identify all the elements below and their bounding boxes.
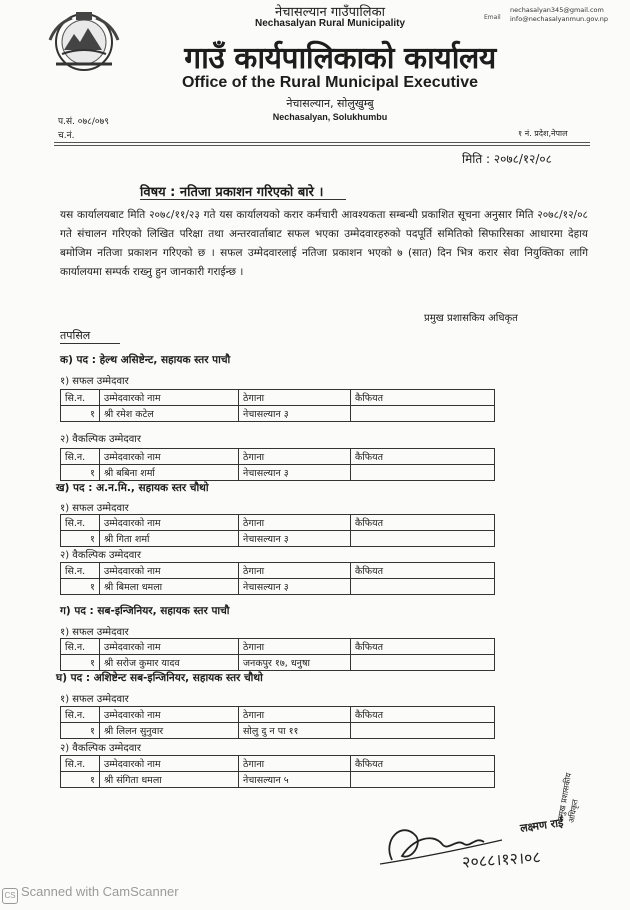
- body-paragraph: यस कार्यालयबाट मिति २०७८/११/२३ गते यस कार्यालयको करार कर्मचारी आवश्यकता सम्बन्धी प्रकाशित सूचना अनुसार मिति २०७८/१२/०८ गते संचालन गरिएको लिखित परिक्षा तथा अन्तरवार्ताबाट सफल भएका उम्मेदवारहरुको पदपूर्ति समितिको सिफारिसका आधारमा देहाय बमोजिम नतिजा प्रकाशन गरिएको छ । सफल उम्मेदवारलाई नतिजा प्रकाशन भएको ७ (सात) दिन भित्र करार सेवा नियुक्तिका लागि कार्यालयमा सम्पर्क राख्नु हुन जानकारी गराईन्छ ।: [60, 209, 588, 278]
- municipality-name-np: नेचासल्यान गाउँपालिका: [275, 5, 385, 20]
- candidate-table: [60, 389, 495, 422]
- cell-remarks: [351, 772, 495, 788]
- candidate-table: [60, 448, 495, 481]
- signatory-title: प्रमुख प्रशासकिय अधिकृत: [424, 313, 518, 324]
- group-label: २) वैकल्पिक उम्मेदवार: [60, 434, 141, 445]
- cell-address: नेचासल्यान ३: [239, 579, 351, 595]
- table-header-row: [61, 515, 495, 531]
- candidate-table: [60, 638, 495, 671]
- letter-date: मिति : २०७८/१२/०८: [462, 152, 552, 166]
- header-sn: सि.न.: [61, 756, 100, 772]
- address-en: Nechasalyan, Solukhumbu: [272, 112, 388, 122]
- table-header-row: [61, 390, 495, 406]
- header-sn: सि.न.: [61, 515, 100, 531]
- group-label: १) सफल उम्मेदवार: [60, 376, 129, 387]
- cell-remarks: [351, 579, 495, 595]
- cell-sn: १: [61, 406, 100, 422]
- cell-sn: १: [61, 465, 100, 481]
- handwritten-signature: [372, 800, 622, 892]
- header-address: ठेगाना: [239, 390, 351, 406]
- header-remarks: कैफियत: [351, 449, 495, 465]
- candidate-table: [60, 514, 495, 547]
- section-title: क) पद : हेल्थ असिष्टेन्ट, सहायक स्तर पाचौ: [60, 354, 231, 366]
- cell-sn: १: [61, 531, 100, 547]
- cell-name: श्री संगिता धमला: [100, 772, 239, 788]
- header-remarks: कैफियत: [351, 390, 495, 406]
- header-name: उम्मेदवारको नाम: [100, 515, 239, 531]
- group-label: १) सफल उम्मेदवार: [60, 503, 129, 514]
- table-row: [61, 772, 495, 788]
- cell-address: नेचासल्यान ३: [239, 406, 351, 422]
- table-header-row: [61, 639, 495, 655]
- header-sn: सि.न.: [61, 449, 100, 465]
- header-address: ठेगाना: [239, 707, 351, 723]
- table-row: [61, 406, 495, 422]
- table-header-row: [61, 563, 495, 579]
- cell-name: श्री बबिना शर्मा: [100, 465, 239, 481]
- cell-name: श्री लिलन सुनुवार: [100, 723, 239, 739]
- dispatch-number: च.नं.: [58, 131, 75, 141]
- header-name: उम्मेदवारको नाम: [100, 707, 239, 723]
- header-name: उम्मेदवारको नाम: [100, 563, 239, 579]
- header-sn: सि.न.: [61, 390, 100, 406]
- header-address: ठेगाना: [239, 515, 351, 531]
- header-name: उम्मेदवारको नाम: [100, 756, 239, 772]
- cell-address: जनकपुर १७, धनुषा: [239, 655, 351, 671]
- camscanner-watermark: [2, 884, 179, 904]
- section-title: ग) पद : सब-इन्जिनियर, सहायक स्तर पाचौ: [60, 605, 230, 617]
- cell-remarks: [351, 723, 495, 739]
- municipality-name-en: Nechasalyan Rural Municipality: [254, 18, 406, 29]
- table-row: [61, 465, 495, 481]
- header-address: ठेगाना: [239, 756, 351, 772]
- header-divider: [54, 142, 590, 143]
- subject-line: विषय : नतिजा प्रकाशन गरिएको बारे ।: [140, 185, 324, 200]
- office-title-en: Office of the Rural Municipal Executive: [181, 74, 479, 91]
- reference-number: प.सं. ०७८/०७९: [58, 117, 109, 127]
- section-title: घ) पद : अशिष्टेन्ट सब-इन्जिनियर, सहायक स्तर चौथो: [56, 672, 263, 684]
- header-remarks: कैफियत: [351, 515, 495, 531]
- group-label: २) वैकल्पिक उम्मेदवार: [60, 550, 141, 561]
- header-name: उम्मेदवारको नाम: [100, 449, 239, 465]
- signature-name: लक्ष्मण राई: [519, 816, 565, 835]
- cell-remarks: [351, 465, 495, 481]
- scanned-with-text: Scanned with CamScanner: [21, 884, 179, 899]
- cell-name: श्री गिता शर्मा: [100, 531, 239, 547]
- header-name: उम्मेदवारको नाम: [100, 390, 239, 406]
- cell-name: श्री रमेश कटेल: [100, 406, 239, 422]
- camscanner-icon: CS: [2, 888, 18, 904]
- candidate-table: [60, 755, 495, 788]
- cell-remarks: [351, 655, 495, 671]
- group-label: २) वैकल्पिक उम्मेदवार: [60, 743, 141, 754]
- municipal-emblem-logo: [42, 10, 126, 74]
- header-sn: सि.न.: [61, 639, 100, 655]
- table-row: [61, 531, 495, 547]
- cell-remarks: [351, 531, 495, 547]
- header-sn: सि.न.: [61, 707, 100, 723]
- table-header-row: [61, 756, 495, 772]
- cell-address: सोलु दु न पा ११: [239, 723, 351, 739]
- cell-sn: १: [61, 579, 100, 595]
- group-label: १) सफल उम्मेदवार: [60, 694, 129, 705]
- subject-underline: [140, 199, 346, 200]
- cell-name: श्री बिमला धमला: [100, 579, 239, 595]
- address-np: नेचासल्यान, सोलुखुम्बु: [286, 97, 374, 110]
- table-row: [61, 723, 495, 739]
- header-address: ठेगाना: [239, 449, 351, 465]
- table-header-row: [61, 449, 495, 465]
- signature-title: प्रमुख प्रशासकीय अधिकृत: [555, 772, 580, 824]
- details-underline: [60, 343, 120, 344]
- table-row: [61, 655, 495, 671]
- province-label: १ नं. प्रदेश,नेपाल: [518, 129, 568, 138]
- group-label: १) सफल उम्मेदवार: [60, 627, 129, 638]
- email-secondary: info@nechasalyanmun.gov.np: [510, 15, 609, 23]
- cell-address: नेचासल्यान ३: [239, 465, 351, 481]
- details-heading: तपसिल: [60, 329, 91, 342]
- cell-address: नेचासल्यान ५: [239, 772, 351, 788]
- header-divider-second: [54, 145, 590, 146]
- table-header-row: [61, 707, 495, 723]
- cell-address: नेचासल्यान ३: [239, 531, 351, 547]
- header-address: ठेगाना: [239, 563, 351, 579]
- header-name: उम्मेदवारको नाम: [100, 639, 239, 655]
- cell-sn: १: [61, 772, 100, 788]
- signature-date: २०८८।१२।०८: [461, 847, 542, 872]
- email-addresses: [510, 6, 608, 24]
- candidate-table: [60, 562, 495, 595]
- header-sn: सि.न.: [61, 563, 100, 579]
- cell-name: श्री सरोज कुमार यादव: [100, 655, 239, 671]
- header-remarks: कैफियत: [351, 639, 495, 655]
- email-primary: nechasalyan345@gmail.com: [510, 6, 604, 14]
- header-remarks: कैफियत: [351, 756, 495, 772]
- header-address: ठेगाना: [239, 639, 351, 655]
- header-remarks: कैफियत: [351, 563, 495, 579]
- email-label: Email: [484, 14, 501, 21]
- cell-sn: १: [61, 723, 100, 739]
- cell-remarks: [351, 406, 495, 422]
- office-title-np: गाउँ कार्यपालिकाको कार्यालय: [184, 41, 496, 76]
- header-remarks: कैफियत: [351, 707, 495, 723]
- candidate-table: [60, 706, 495, 739]
- section-title: ख) पद : अ.न.मि., सहायक स्तर चौथो: [56, 482, 209, 494]
- cell-sn: १: [61, 655, 100, 671]
- table-row: [61, 579, 495, 595]
